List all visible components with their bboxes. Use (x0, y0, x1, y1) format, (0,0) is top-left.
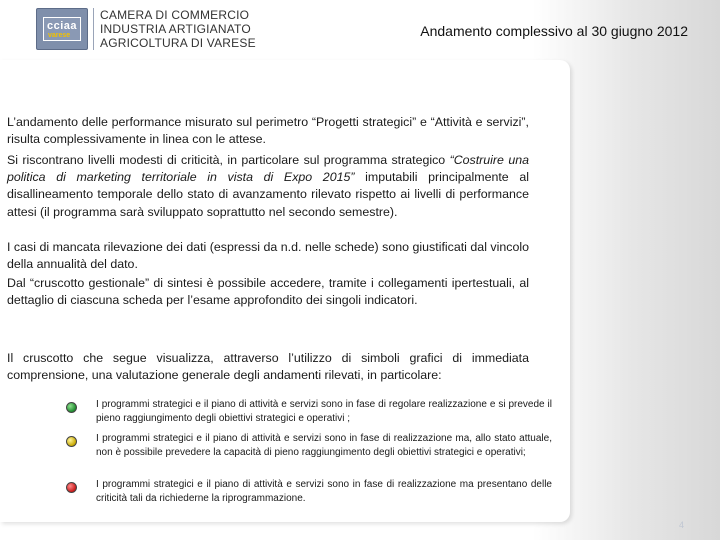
header (0, 0, 720, 56)
org-name-line-2: INDUSTRIA ARTIGIANATO (100, 22, 251, 36)
intro-paragraph: L’andamento delle performance misurato sul perimetro “Progetti strategici” e “Attività e servizi”, risulta complessivamente in linea con le attese. (7, 115, 529, 147)
cciaa-logo (36, 8, 88, 50)
legend-text-yellow: I programmi strategici e il piano di attività e servizi sono in fase di realizzazione ma, allo stato attuale, non è possibile prevedere la capacità di pieno raggiungimento degli obiettivi strategici e operativi; (96, 433, 552, 458)
organization-name (100, 8, 256, 50)
criticality-text-end: imputabili principalmente al disallineamento temporale dello stato di avanzamento rilevato rispetto ai livelli di performance attesi (il programma sarà sviluppato soprattutto nel secondo semestre). (7, 170, 529, 219)
logo-text-cciaa: cciaa (47, 20, 78, 32)
legend-text-red: I programmi strategici e il piano di attività e servizi sono in fase di realizzazione ma presentano delle criticità tali da richiederne la riprogrammazione. (96, 479, 552, 504)
org-name-line-3: AGRICOLTURA DI VARESE (100, 36, 256, 50)
legend-text-green: I programmi strategici e il piano di attività e servizi sono in fase di regolare realizzazione e si prevede il pieno raggiungimento degli obiettivi strategici e operativi ; (96, 399, 552, 424)
green-status-icon (66, 402, 77, 413)
program-name-italic: “Costruire una politica di marketing territoriale in vista di Expo 2015” (7, 153, 529, 185)
org-name-line-1: CAMERA DI COMMERCIO (100, 8, 250, 22)
criticality-paragraph (7, 152, 529, 221)
logo-text-varese: varese (48, 32, 71, 39)
criticality-text-start: Si riscontrano livelli modesti di criticità, in particolare sul programma strategico (7, 153, 450, 167)
red-status-icon (66, 482, 77, 493)
yellow-status-icon (66, 436, 77, 447)
page-number: 4 (678, 520, 684, 530)
dashboard-description-paragraph: Il cruscotto che segue visualizza, attraverso l’utilizzo di simboli grafici di immediata comprensione, una valutazione generale degli andamenti rilevati, in particolare: (7, 351, 529, 383)
missing-data-paragraph: I casi di mancata rilevazione dei dati (espressi da n.d. nelle schede) sono giustificati dal vincolo della annualità del dato. (7, 240, 529, 272)
logo-inner-frame (43, 17, 81, 41)
header-divider (93, 8, 94, 50)
dashboard-access-paragraph: Dal “cruscotto gestionale” di sintesi è possibile accedere, tramite i collegamenti ipertestuali, al dettaglio di ciascuna scheda per l’esame approfondito dei singoli indicatori. (7, 276, 529, 308)
page-title: Andamento complessivo al 30 giugno 2012 (420, 23, 688, 39)
